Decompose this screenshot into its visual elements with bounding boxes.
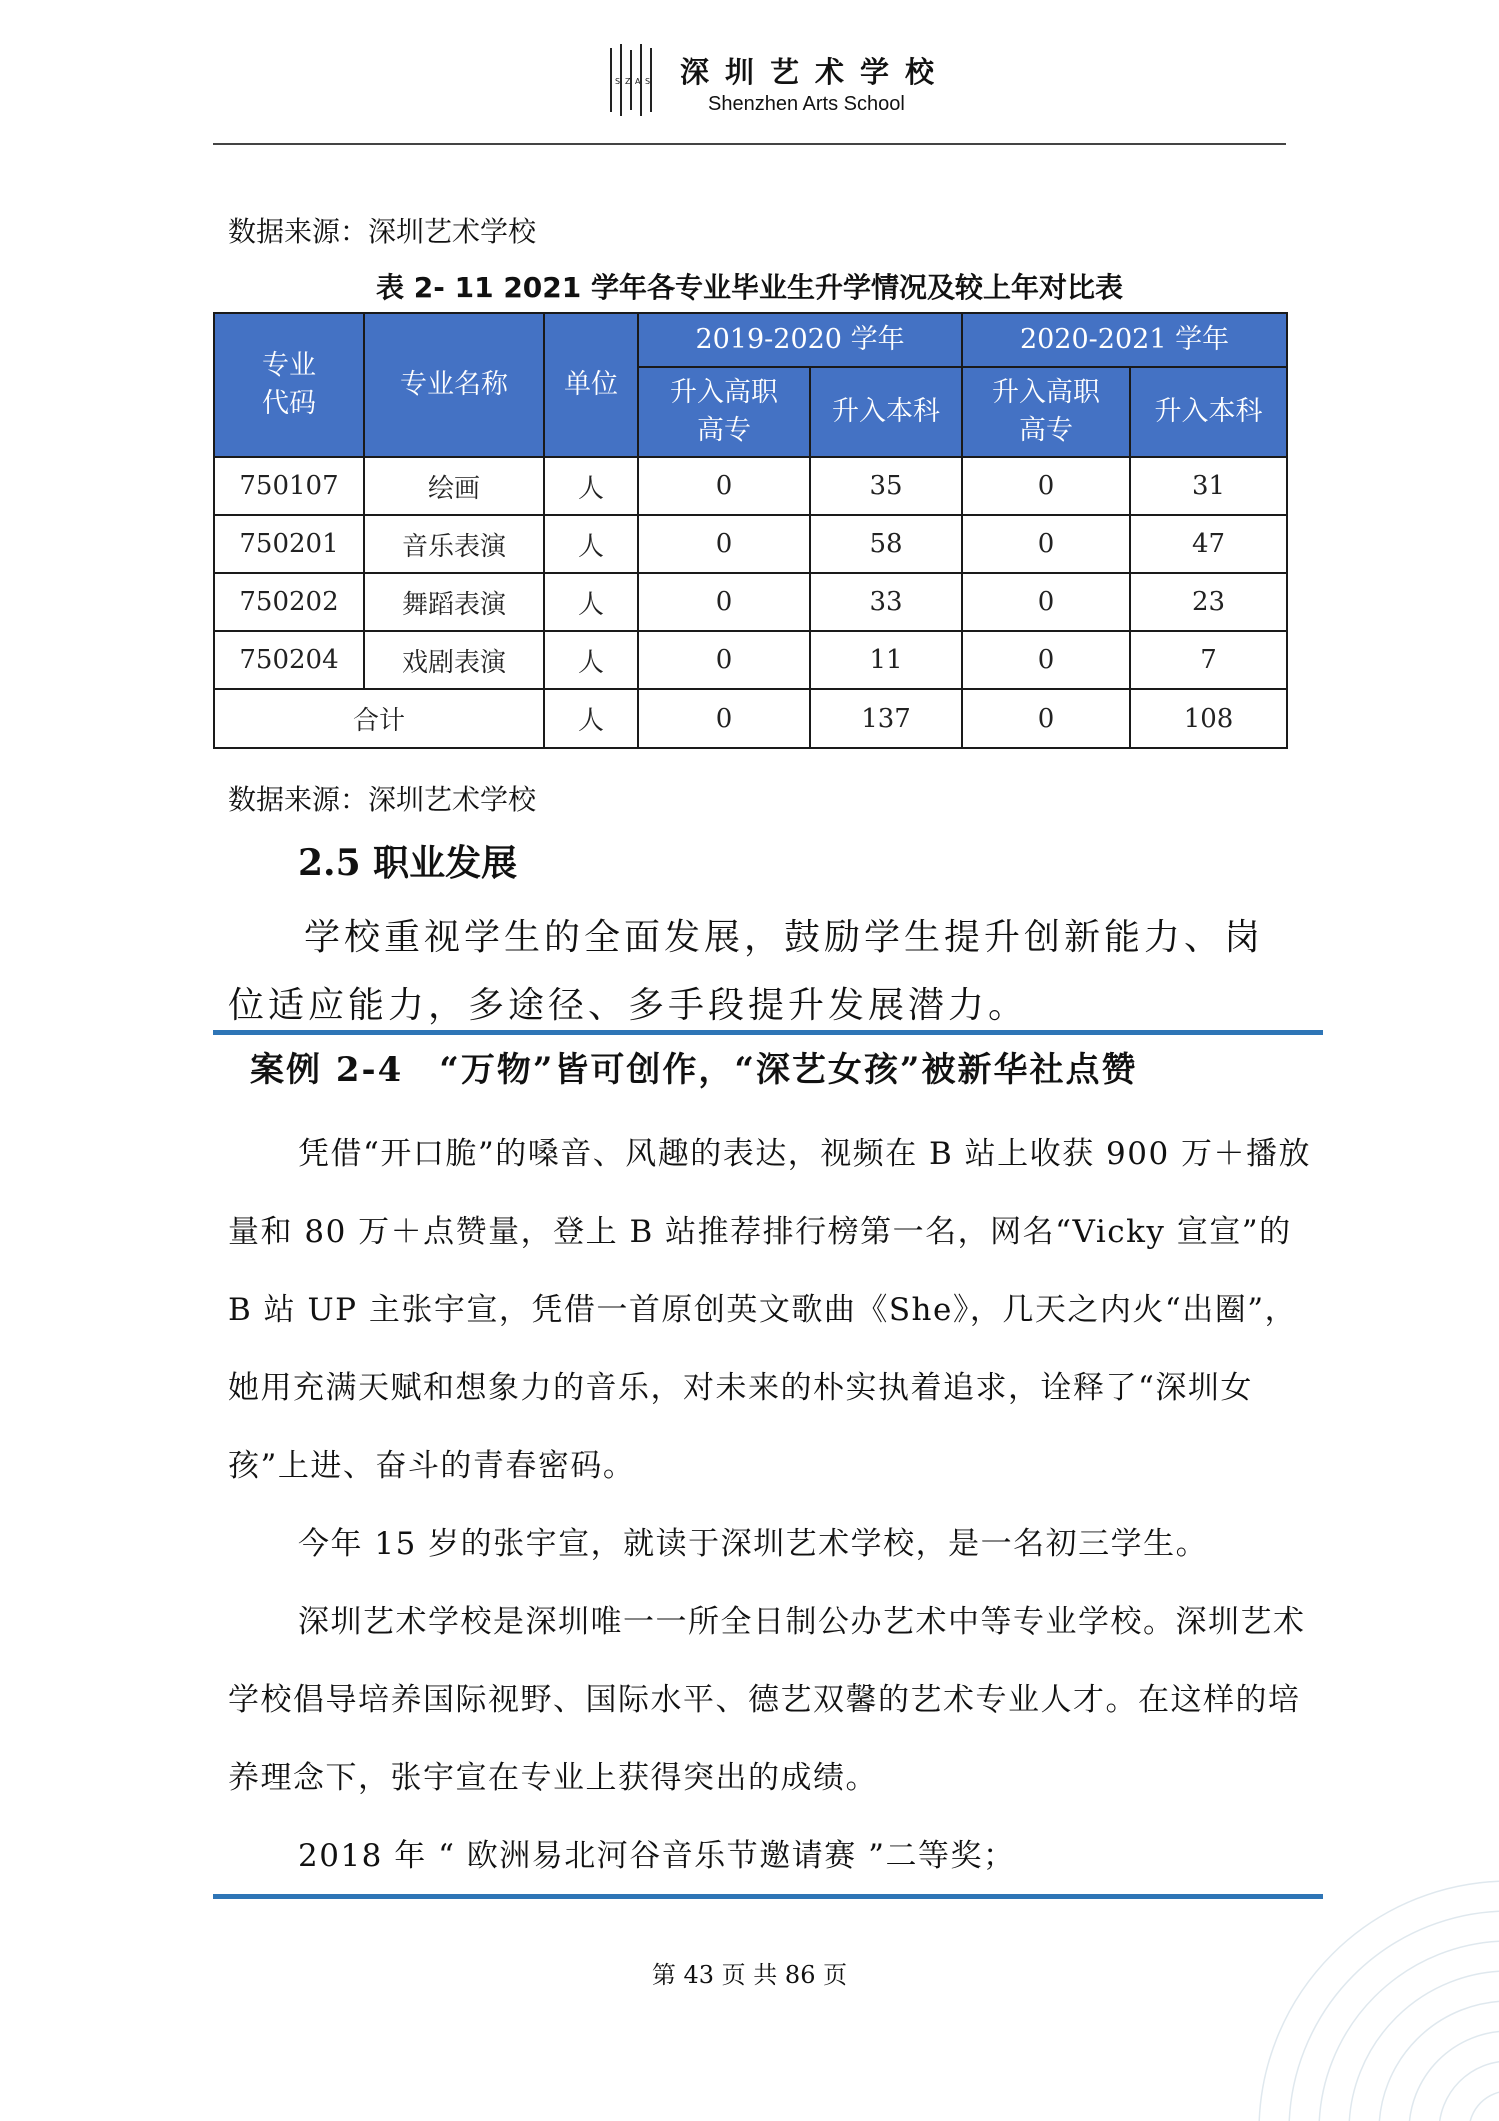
table-row [214, 515, 1287, 573]
table-total-row [214, 689, 1287, 748]
case-top-divider [213, 1030, 1323, 1035]
cell-y2-ug: 108 [1130, 689, 1287, 748]
cell-name: 舞蹈表演 [364, 573, 544, 631]
table-row [214, 573, 1287, 631]
cell-name: 戏剧表演 [364, 631, 544, 689]
cell-unit: 人 [544, 689, 638, 748]
cell-y2-ug: 23 [1130, 573, 1287, 631]
svg-text:S: S [645, 77, 651, 86]
cell-total-label: 合计 [214, 689, 544, 748]
page-number: 第 43 页 共 86 页 [651, 1961, 848, 1989]
case-paragraph: 今年 15 岁的张宇宣，就读于深圳艺术学校，是一名初三学生。 [298, 1526, 1209, 1562]
header-unit: 单位 [544, 313, 638, 457]
cell-y2-voc: 0 [962, 515, 1130, 573]
svg-text:A: A [635, 77, 641, 86]
cell-code: 750202 [214, 573, 364, 631]
svg-text:S: S [615, 77, 621, 86]
school-name-en: Shenzhen Arts School [708, 93, 905, 115]
cell-code: 750204 [214, 631, 364, 689]
cell-code: 750107 [214, 457, 364, 515]
cell-y2-voc: 0 [962, 457, 1130, 515]
cell-unit: 人 [544, 515, 638, 573]
cell-y1-ug: 137 [810, 689, 962, 748]
decorative-circles-icon [1239, 1821, 1499, 2121]
cell-unit: 人 [544, 631, 638, 689]
school-logo-icon [607, 44, 657, 116]
cell-y2-voc: 0 [962, 573, 1130, 631]
case-paragraph: 2018 年 “ 欧洲易北河谷音乐节邀请赛 ”二等奖； [298, 1838, 1016, 1874]
case-paragraph: 凭借“开口脆”的嗓音、风趣的表达，视频在 B 站上收获 900 万＋播放量和 80 万＋点赞量，登上 B 站推荐排行榜第一名，网名“Vicky 宣宣”的 B 站 UP 主张宇宣，凭借一首原创英文歌曲《She》，几天之内火“出圈”，她用充满天赋和想象力的音乐，对未来的朴实执着追求，诠释了“深圳女孩”上进、奋斗的青春密码。 [228, 1136, 1312, 1484]
cell-y2-ug: 31 [1130, 457, 1287, 515]
case-body [228, 1115, 1318, 1895]
data-source-note: 数据来源：深圳艺术学校 [228, 215, 537, 248]
cell-name: 绘画 [364, 457, 544, 515]
cell-name: 音乐表演 [364, 515, 544, 573]
cell-y2-voc: 0 [962, 689, 1130, 748]
header-undergrad-1: 升入本科 [810, 367, 962, 457]
case-title: 案例 2-4 “万物”皆可创作，“深艺女孩”被新华社点赞 [250, 1050, 1138, 1090]
cell-y2-ug: 47 [1130, 515, 1287, 573]
cell-y1-ug: 11 [810, 631, 962, 689]
case-bottom-divider [213, 1894, 1323, 1899]
cell-code: 750201 [214, 515, 364, 573]
header-undergrad-2: 升入本科 [1130, 367, 1287, 457]
section-paragraph: 学校重视学生的全面发展，鼓励学生提升创新能力、岗位适应能力，多途径、多手段提升发展潜力。 [228, 917, 1265, 1026]
header-vocational-2: 升入高职高专 [962, 367, 1130, 457]
cell-unit: 人 [544, 573, 638, 631]
header-vocational-1: 升入高职高专 [638, 367, 810, 457]
header-major-name: 专业名称 [364, 313, 544, 457]
table-row [214, 457, 1287, 515]
data-source-note: 数据来源：深圳艺术学校 [228, 783, 537, 816]
header-major-code: 专业代码 [214, 313, 364, 457]
cell-y1-voc: 0 [638, 515, 810, 573]
table-row [214, 631, 1287, 689]
cell-unit: 人 [544, 457, 638, 515]
cell-y1-ug: 35 [810, 457, 962, 515]
case-paragraph: 深圳艺术学校是深圳唯一一所全日制公办艺术中等专业学校。深圳艺术学校倡导培养国际视野、国际水平、德艺双馨的艺术专业人才。在这样的培养理念下，张宇宣在专业上获得突出的成绩。 [228, 1604, 1306, 1796]
header-divider [213, 143, 1286, 145]
school-name-cn: 深圳艺术学校 [680, 55, 951, 89]
section-heading: 2.5 职业发展 [298, 842, 518, 884]
cell-y1-voc: 0 [638, 457, 810, 515]
header-year-2020-2021: 2020-2021 学年 [962, 313, 1287, 367]
cell-y1-ug: 33 [810, 573, 962, 631]
cell-y1-voc: 0 [638, 573, 810, 631]
graduate-comparison-table [213, 312, 1288, 749]
cell-y1-ug: 58 [810, 515, 962, 573]
header-year-2019-2020: 2019-2020 学年 [638, 313, 962, 367]
cell-y2-voc: 0 [962, 631, 1130, 689]
cell-y1-voc: 0 [638, 631, 810, 689]
cell-y1-voc: 0 [638, 689, 810, 748]
cell-y2-ug: 7 [1130, 631, 1287, 689]
table-title: 表 2- 11 2021 学年各专业毕业生升学情况及较上年对比表 [376, 271, 1123, 304]
svg-text:Z: Z [625, 77, 631, 86]
